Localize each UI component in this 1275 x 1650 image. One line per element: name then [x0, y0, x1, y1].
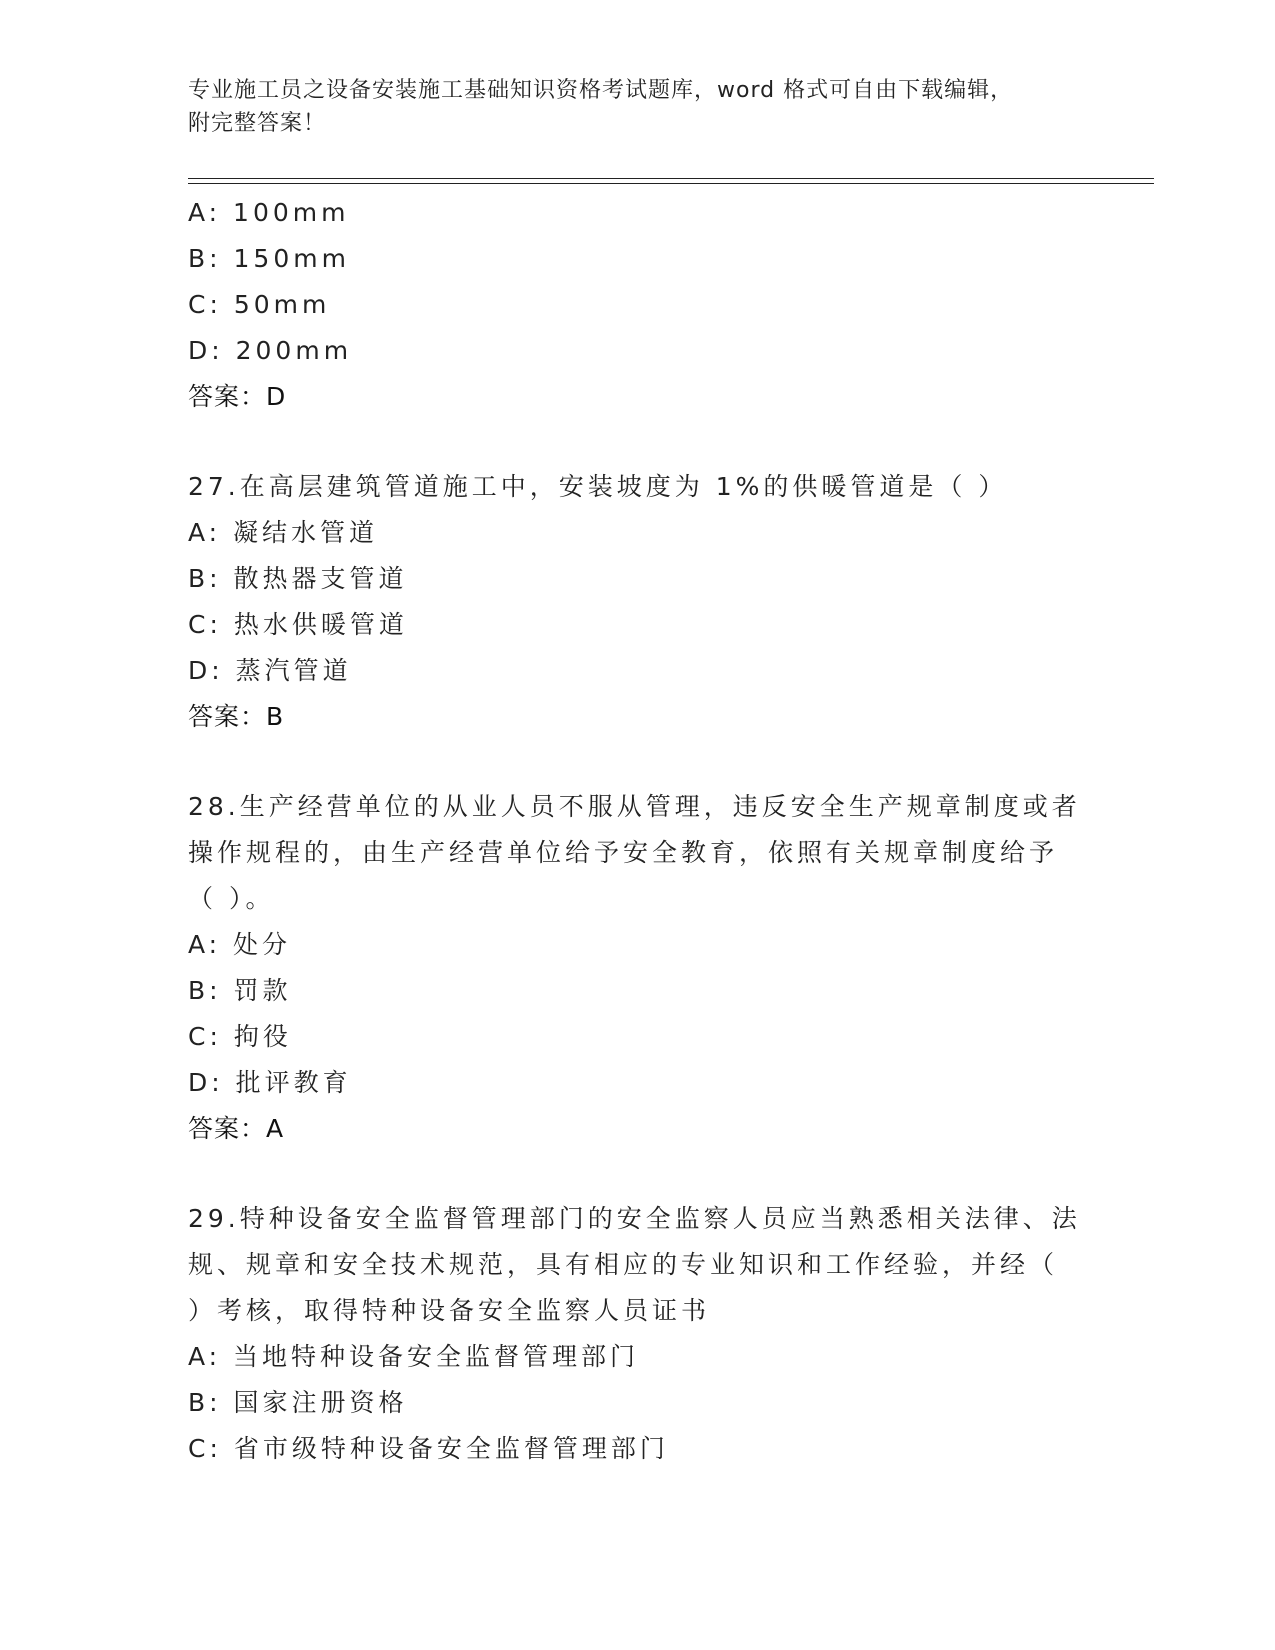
question-stem-line-3: ）考核，取得特种设备安全监察人员证书 — [188, 1296, 711, 1325]
question-stem-line-3: （ ）。 — [188, 884, 275, 913]
document-header — [188, 74, 1068, 140]
option-b: B: 国家注册资格 — [188, 1388, 408, 1417]
option-d: D: 批评教育 — [188, 1068, 352, 1097]
option-b: B: 150mm — [188, 244, 350, 273]
option-c: C: 拘役 — [188, 1022, 292, 1051]
header-line-1: 专业施工员之设备安装施工基础知识资格考试题库，word 格式可自由下载编辑， — [188, 78, 1014, 103]
question-stem-line-2: 规、规章和安全技术规范，具有相应的专业知识和工作经验，并经（ — [188, 1250, 1059, 1279]
header-line-2: 附完整答案！ — [188, 111, 327, 136]
answer: 答案：B — [188, 702, 285, 731]
option-b: B: 散热器支管道 — [188, 564, 408, 593]
question-stem: 27.在高层建筑管道施工中，安装坡度为 1%的供暖管道是（ ） — [188, 472, 1008, 501]
option-c: C: 省市级特种设备安全监督管理部门 — [188, 1434, 669, 1463]
question-27 — [188, 464, 1088, 740]
question-stem-line-2: 操作规程的，由生产经营单位给予安全教育，依照有关规章制度给予 — [188, 838, 1059, 867]
question-stem-line-1: 29.特种设备安全监督管理部门的安全监察人员应当熟悉相关法律、法 — [188, 1204, 1081, 1233]
header-divider-bottom — [188, 183, 1154, 184]
option-c: C: 50mm — [188, 290, 331, 319]
option-c: C: 热水供暖管道 — [188, 610, 408, 639]
question-28 — [188, 784, 1088, 1152]
question-stem-line-1: 28.生产经营单位的从业人员不服从管理，违反安全生产规章制度或者 — [188, 792, 1081, 821]
header-divider-top — [188, 178, 1154, 179]
option-d: D: 200mm — [188, 336, 353, 365]
question-26 — [188, 190, 1088, 420]
option-a: A: 凝结水管道 — [188, 518, 379, 547]
option-a: A: 处分 — [188, 930, 292, 959]
option-a: A: 当地特种设备安全监督管理部门 — [188, 1342, 640, 1371]
question-29 — [188, 1196, 1088, 1472]
option-a: A: 100mm — [188, 198, 350, 227]
answer: 答案：A — [188, 1114, 285, 1143]
answer: 答案：D — [188, 382, 287, 411]
question-list — [188, 190, 1088, 1472]
option-b: B: 罚款 — [188, 976, 292, 1005]
option-d: D: 蒸汽管道 — [188, 656, 352, 685]
